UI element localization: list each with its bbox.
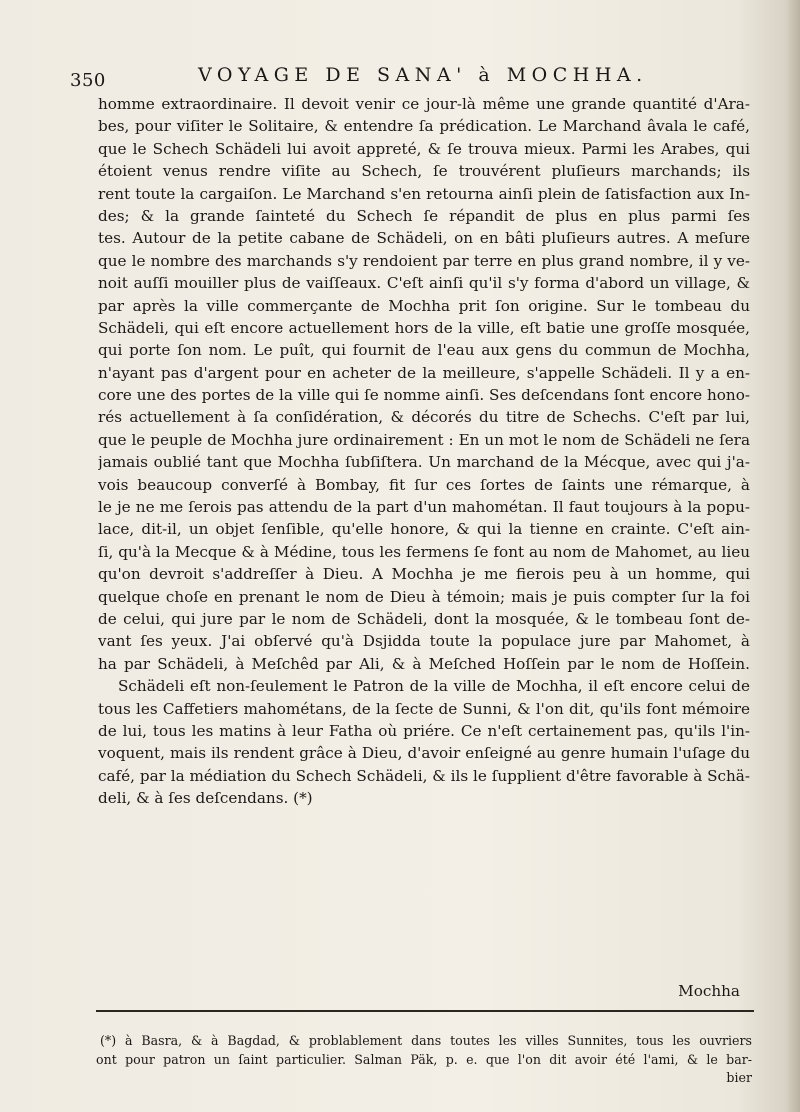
body-line: rent toute la cargaiſon. Le Marchand s'en retourna ainſi plein de ſatisfaction aux In- bbox=[98, 184, 750, 203]
body-line: quelque choſe en prenant le nom de Dieu à témoin; mais je puis compter ſur la foi bbox=[98, 587, 750, 606]
body-line: Schädeli, qui eſt encore actuellement hors de la ville, eſt batie une groſſe mosquée, bbox=[98, 318, 750, 337]
footnote-line: bier bbox=[726, 1070, 752, 1085]
body-line: rés actuellement à ſa conſidération, & décorés du titre de Schechs. C'eſt par lui, bbox=[98, 408, 750, 427]
body-line: core une des portes de la ville qui ſe nomme ainſi. Ses deſcendans ſont encore hono- bbox=[98, 386, 750, 405]
body-line: des; & la grande ſainteté du Schech ſe répandit de plus en plus parmi ſes bbox=[98, 206, 750, 225]
footnote-rule bbox=[96, 1010, 754, 1012]
body-line: lace, dit-il, un objet ſenſible, qu'elle honore, & qui la tienne en crainte. C'eſt ain- bbox=[98, 520, 750, 539]
body-line: café, par la médiation du Schech Schädeli, & ils le ſupplient d'être favorable à Schä- bbox=[98, 766, 750, 785]
page-header bbox=[70, 60, 750, 90]
catchword: Mochha bbox=[678, 982, 740, 1000]
body-line: voquent, mais ils rendent grâce à Dieu, d'avoir enſeigné au genre humain l'uſage du bbox=[98, 744, 750, 763]
body-line: noit auſſi mouiller plus de vaiſſeaux. C'eſt ainſi qu'il s'y forma d'abord un village, & bbox=[98, 274, 750, 293]
body-line-paragraph-start: Schädeli eſt non-ſeulement le Patron de la ville de Mochha, il eſt encore celui de bbox=[118, 677, 750, 696]
body-line: qu'on devroit s'addreſſer à Dieu. A Mochha je me fierois peu à un homme, qui bbox=[98, 565, 750, 584]
body-line: vant ſes yeux. J'ai obſervé qu'à Dsjidda toute la populace jure par Mahomet, à bbox=[98, 632, 750, 651]
body-line: ſi, qu'à la Mecque & à Médine, tous les fermens ſe font au nom de Mahomet, au lieu bbox=[98, 542, 750, 561]
body-line: vois beaucoup converſé à Bombay, fit ſur ces ſortes de ſaints une rémarque, à bbox=[98, 475, 750, 494]
body-line: le je ne me ſerois pas attendu de la part d'un mahométan. Il faut toujours à la popu- bbox=[98, 498, 750, 517]
footnote-line: (*) à Basra, & à Bagdad, & problablement dans toutes les villes Sunnites, tous les ouvriers bbox=[100, 1033, 752, 1048]
body-line: que le Schech Schädeli lui avoit appreté, & ſe trouva mieux. Parmi les Arabes, qui bbox=[98, 139, 750, 158]
body-line: que le peuple de Mochha jure ordinairement : En un mot le nom de Schädeli ne ſera bbox=[98, 430, 750, 449]
body-line: de lui, tous les matins à leur Fatha où priére. Ce n'eſt certainement pas, qu'ils l'in- bbox=[98, 721, 750, 740]
body-line: étoient venus rendre viſite au Schech, ſe trouvérent pluſieurs marchands; ils bbox=[98, 162, 750, 181]
body-line: qui porte ſon nom. Le puît, qui fournit de l'eau aux gens du commun de Mochha, bbox=[98, 341, 750, 360]
body-line: n'ayant pas d'argent pour en acheter de la meilleure, s'appelle Schädeli. Il y a en- bbox=[98, 363, 750, 382]
page-number: 350 bbox=[70, 70, 106, 91]
page-edge-shadow bbox=[786, 0, 800, 1112]
body-line: jamais oublié tant que Mochha ſubſiſtera. Un marchand de la Mécque, avec qui j'a- bbox=[98, 453, 750, 472]
body-line: tes. Autour de la petite cabane de Schädeli, on en bâti pluſieurs autres. A meſure bbox=[98, 229, 750, 248]
body-line: par après la ville commerçante de Mochha prit ſon origine. Sur le tombeau du bbox=[98, 296, 750, 315]
body-line: tous les Caffetiers mahométans, de la ſecte de Sunni, & l'on dit, qu'ils font mémoire bbox=[98, 699, 750, 718]
footnote-line: ont pour patron un ſaint particulier. Salman Päk, p. e. que l'on dit avoir été l'ami, & le bar- bbox=[96, 1051, 752, 1067]
footnote bbox=[96, 1032, 752, 1088]
body-line: que le nombre des marchands s'y rendoient par terre en plus grand nombre, il y ve- bbox=[98, 251, 750, 270]
running-title: VOYAGE DE SANA' à MOCHHA. bbox=[198, 64, 648, 86]
body-line: de celui, qui jure par le nom de Schädeli, dont la mosquée, & le tombeau ſont de- bbox=[98, 609, 750, 628]
body-line: ha par Schädeli, à Meſchêd par Ali, & à Meſched Hoſſein par le nom de Hoſſein. bbox=[98, 654, 750, 673]
body-text bbox=[98, 93, 750, 810]
body-line: homme extraordinaire. Il devoit venir ce jour-là même une grande quantité d'Ara- bbox=[98, 95, 750, 113]
body-line: bes, pour viſiter le Solitaire, & entendre ſa prédication. Le Marchand âvala le café, bbox=[98, 117, 750, 136]
body-line-last: deli, & à ſes deſcendans. (*) bbox=[98, 789, 313, 808]
